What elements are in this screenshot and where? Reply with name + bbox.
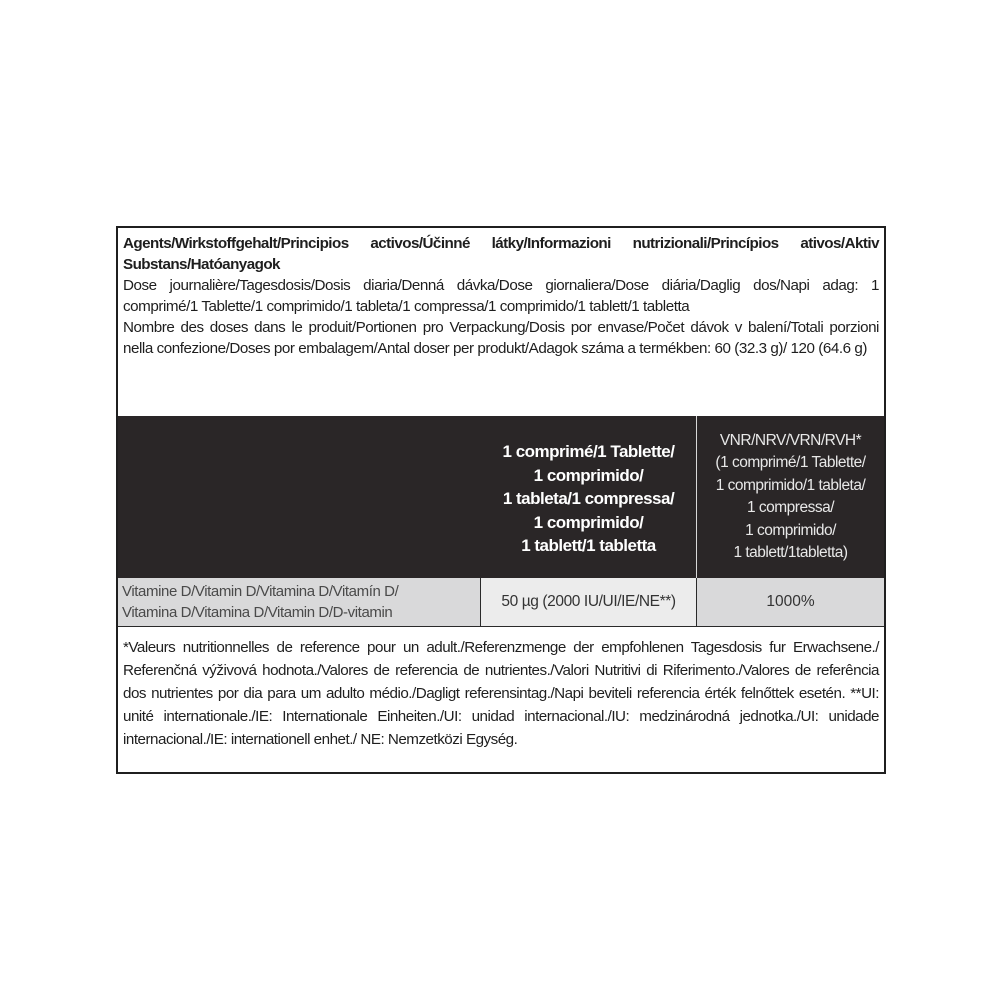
nrv-header-line: 1 compressa/: [746, 499, 835, 516]
nrv-header-line: 1 comprimido/: [745, 521, 836, 539]
nrv-header-line: 1 tablett/1tabletta): [733, 544, 848, 561]
nutrition-label: [116, 226, 886, 774]
nutrient-amount-cell: 50 µg (2000 IU/UI/IE/NE**): [481, 578, 697, 626]
table-header-row: [118, 416, 884, 578]
label-header: [118, 228, 884, 416]
nrv-header-line: VNR/NRV/VRN/RVH*: [719, 431, 862, 449]
nrv-header: [696, 416, 884, 578]
serving-header-line: 1 comprimé/1 Tablette/: [502, 442, 675, 462]
table-row: [118, 578, 884, 627]
nutrient-nrv-percent-cell: 1000%: [766, 593, 815, 610]
nutrient-name-cell: [118, 578, 481, 626]
serving-header-line: 1 tablett/1 tabletta: [521, 536, 656, 556]
nutrient-name-line: Vitamina D/Vitamina D/Vitamin D/D-vitamin: [122, 604, 393, 621]
servings-text: Nombre des doses dans le produit/Portionen pro Verpackung/Dosis por envase/Počet dávok v balení/Totali porzioni nella confezione/Doses por embalagem/Antal doser per produkt/Adagok száma a termékben: 60 (32.3 g)/ 120 (64.6 g): [123, 319, 879, 357]
serving-header-line: 1 tableta/1 compressa/: [502, 489, 675, 509]
serving-size-header: [481, 416, 696, 578]
agents-title: Agents/Wirkstoffgehalt/Principios activos/Účinné látky/Informazioni nutrizionali/Princípios ativos/Aktiv Substans/Hatóanyagok: [123, 235, 879, 273]
nutrient-name-line: Vitamine D/Vitamin D/Vitamina D/Vitamín D/: [122, 583, 399, 600]
serving-header-line: 1 comprimido/: [533, 465, 644, 485]
table-header-empty-cell: [118, 416, 481, 578]
footnote-text: *Valeurs nutritionnelles de reference pour un adult./Referenzmenge der empfohlenen Tagesdosis fur Erwachsene./ Referenčná výživová hodnota./Valores de referencia de nutrientes./Valori Nutritivi di Riferimento./Valores de referência dos nutrientes por dia para um adulto médio./Dagligt referensintag./Napi beviteli referencia érték felnőttek esetén. **UI: unité internationale./IE: Internationale Einheiten./UI: unidad internacional./IU: medzinárodná jednotka./UI: unidade internacional./IE: internationell enhet./ NE: Nemzetközi Egység.: [123, 639, 879, 748]
nrv-header-line: 1 comprimido/1 tableta/: [715, 476, 866, 494]
daily-dose-text: Dose journalière/Tagesdosis/Dosis diaria/Denná dávka/Dose giornaliera/Dose diária/Daglig dos/Napi adag: 1 comprimé/1 Tablette/1 comprimido/1 tableta/1 compressa/1 comprimido/1 tablett/1 tabletta: [123, 277, 879, 315]
nrv-header-line: (1 comprimé/1 Tablette/: [715, 454, 866, 471]
serving-header-line: 1 comprimido/: [533, 512, 644, 532]
